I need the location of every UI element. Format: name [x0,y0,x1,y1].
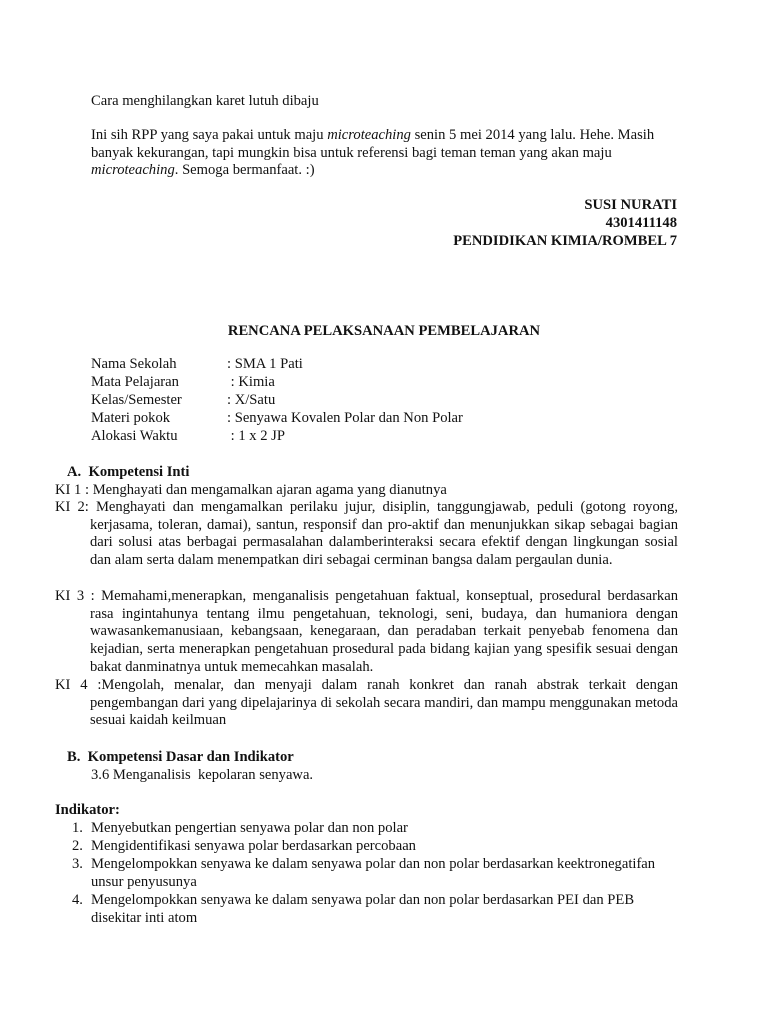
intro-text-3: . Semoga bermanfaat. :) [174,162,315,179]
intro-italic-1: microteaching [327,127,411,143]
info-value: : Senyawa Kovalen Polar dan Non Polar [227,410,463,426]
ki-3-continuation: rasa ingintahunya tentang ilmu pengetahuan, teknologi, seni, budaya, dan humaniora dengan wawasankemanusiaan, kebangsaan, kenegaraan, dan peradaban terkait penyebab fenomena dan kejadian, serta menerapkan pengetahuan prosedural pada bidang kajian yang spesifik sesuai dengan bakat danminatnya untuk memecahkan masalah. [90,605,678,675]
info-label: Alokasi Waktu [91,428,178,444]
indikator-heading: Indikator: [55,802,120,818]
ki-3-first-line: KI 3 : Memahami,menerapkan, menganalisis pengetahuan faktual, konseptual, prosedural berdasarkan [55,588,678,604]
indikator-item [72,838,678,856]
info-label: Nama Sekolah [91,356,177,372]
ki-1 [55,482,678,500]
ki-4-continuation: pengembangan dari yang dipelajarinya di sekolah secara mandiri, dan mampu menggunakan metoda sesuai kaidah keilmuan [90,694,678,729]
ki-2-continuation: kerjasama, toleran, damai), santun, responsif dan pro-aktif dan menunjukkan sikap sebagai bagian dari solusi atas berbagai permasalahan dalamberinteraksi secara efektif dengan lingkungan sosial dan alam serta dalam menempatkan diri sebagai cerminan bangsa dalam pergaulan dunia. [90,516,678,569]
indikator-number: 1. [72,820,83,836]
info-label: Materi pokok [91,410,171,426]
header-note: Cara menghilangkan karet lutuh dibaju [91,93,319,109]
info-row-time [91,428,285,446]
info-value: : 1 x 2 JP [227,428,285,444]
indikator-text: Mengelompokkan senyawa ke dalam senyawa polar dan non polar berdasarkan PEI dan PEB disekitar inti atom [91,892,635,926]
indikator-item [72,892,678,927]
indikator-item [72,856,678,891]
intro-paragraph [91,127,677,180]
section-b-heading: B. Kompetensi Dasar dan Indikator [67,749,294,765]
info-row-subject [91,374,275,392]
kd-text: 3.6 Menganalisis kepolaran senyawa. [91,767,314,783]
info-label: Kelas/Semester [91,392,182,408]
ki-2 [55,499,678,570]
info-label: Mata Pelajaran [91,374,179,390]
document-title: RENCANA PELAKSANAAN PEMBELAJARAN [227,323,541,339]
indikator-text: Mengelompokkan senyawa ke dalam senyawa polar dan non polar berdasarkan keektronegatifan unsur penyusunya [91,856,656,890]
ki-4-first-line: KI 4 :Mengolah, menalar, dan menyaji dalam ranah konkret dan ranah abstrak terkait dengan [55,677,678,693]
indikator-number: 3. [72,856,83,872]
info-value: : X/Satu [227,392,276,408]
indikator-text: Menyebutkan pengertian senyawa polar dan non polar [91,820,408,836]
intro-italic-2: microteaching [91,162,175,179]
indikator-item [72,820,678,838]
info-row-school [91,356,303,374]
ki-3 [55,588,678,677]
intro-text-1: Ini sih RPP yang saya pakai untuk maju [91,127,328,143]
author-block [453,196,677,250]
indikator-text: Mengidentifikasi senyawa polar berdasarkan percobaan [91,838,416,854]
indikator-number: 4. [72,892,83,908]
author-program: PENDIDIKAN KIMIA/ROMBEL 7 [453,233,677,249]
info-value: : Kimia [227,374,275,390]
author-name: SUSI NURATI [584,197,677,213]
indikator-number: 2. [72,838,83,854]
section-a-heading: A. Kompetensi Inti [67,464,190,480]
ki-1-text: KI 1 : Menghayati dan mengamalkan ajaran agama yang dianutnya [55,482,447,498]
info-row-class [91,392,275,410]
info-value: : SMA 1 Pati [227,356,303,372]
intro-text-2: senin 5 mei 2014 yang lalu. Hehe. Masih banyak kekurangan, tapi mungkin bisa untuk referensi bagi teman teman yang akan maju [91,127,655,161]
info-row-topic [91,410,463,428]
ki-4 [55,677,678,730]
author-nim: 4301411148 [605,215,677,231]
ki-2-first-line: KI 2: Menghayati dan mengamalkan perilaku jujur, disiplin, tanggungjawab, peduli (gotong royong, [55,499,678,515]
